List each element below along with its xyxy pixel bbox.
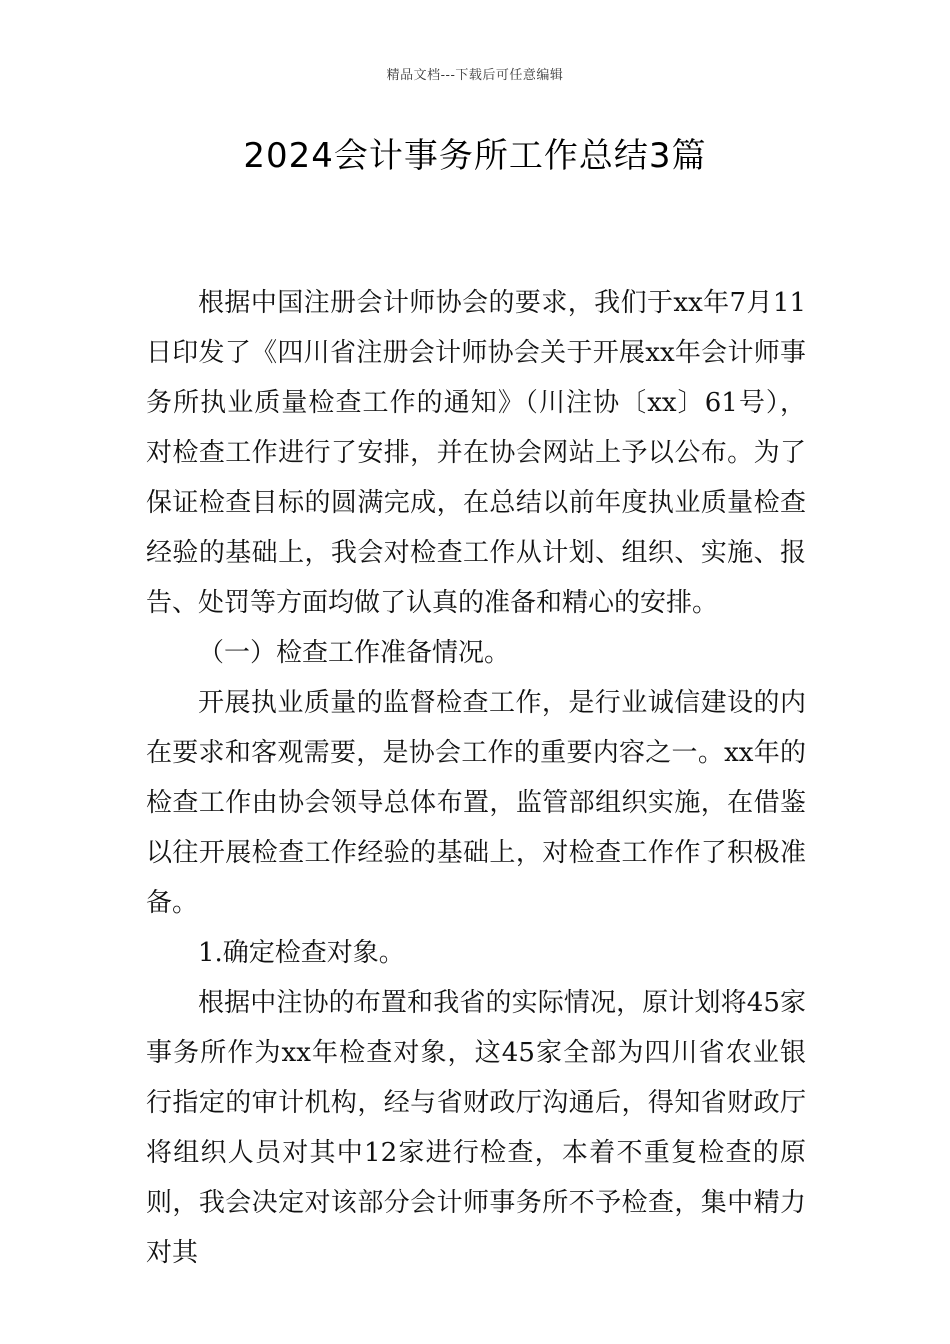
section-heading-preparation: （一）检查工作准备情况。 bbox=[198, 638, 511, 668]
paragraph-preparation: 开展执业质量的监督检查工作，是行业诚信建设的内在要求和客观需要，是协会工作的重要内容之一。xx年的检查工作由协会领导总体布置，监管部组织实施，在借鉴以往开展检查工作经验的基础上，对检查工作作了积极准备。 bbox=[146, 688, 806, 918]
subsection-heading-targets: 1.确定检查对象。 bbox=[198, 938, 405, 968]
paragraph-targets: 根据中注协的布置和我省的实际情况，原计划将45家事务所作为xx年检查对象，这45家全部为四川省农业银行指定的审计机构，经与省财政厅沟通后，得知省财政厅将组织人员对其中12家进行检查，本着不重复检查的原则，我会决定对该部分会计师事务所不予检查，集中精力对其 bbox=[146, 988, 806, 1268]
document-body bbox=[146, 278, 806, 1278]
document-title: 2024会计事务所工作总结3篇 bbox=[243, 136, 707, 176]
paragraph-intro: 根据中国注册会计师协会的要求，我们于xx年7月11日印发了《四川省注册会计师协会关于开展xx年会计师事务所执业质量检查工作的通知》（川注协〔xx〕61号），对检查工作进行了安排，并在协会网站上予以公布。为了保证检查目标的圆满完成，在总结以前年度执业质量检查经验的基础上，我会对检查工作从计划、组织、实施、报告、处罚等方面均做了认真的准备和精心的安排。 bbox=[146, 288, 806, 618]
header-note: 精品文档---下载后可任意编辑 bbox=[386, 68, 564, 83]
